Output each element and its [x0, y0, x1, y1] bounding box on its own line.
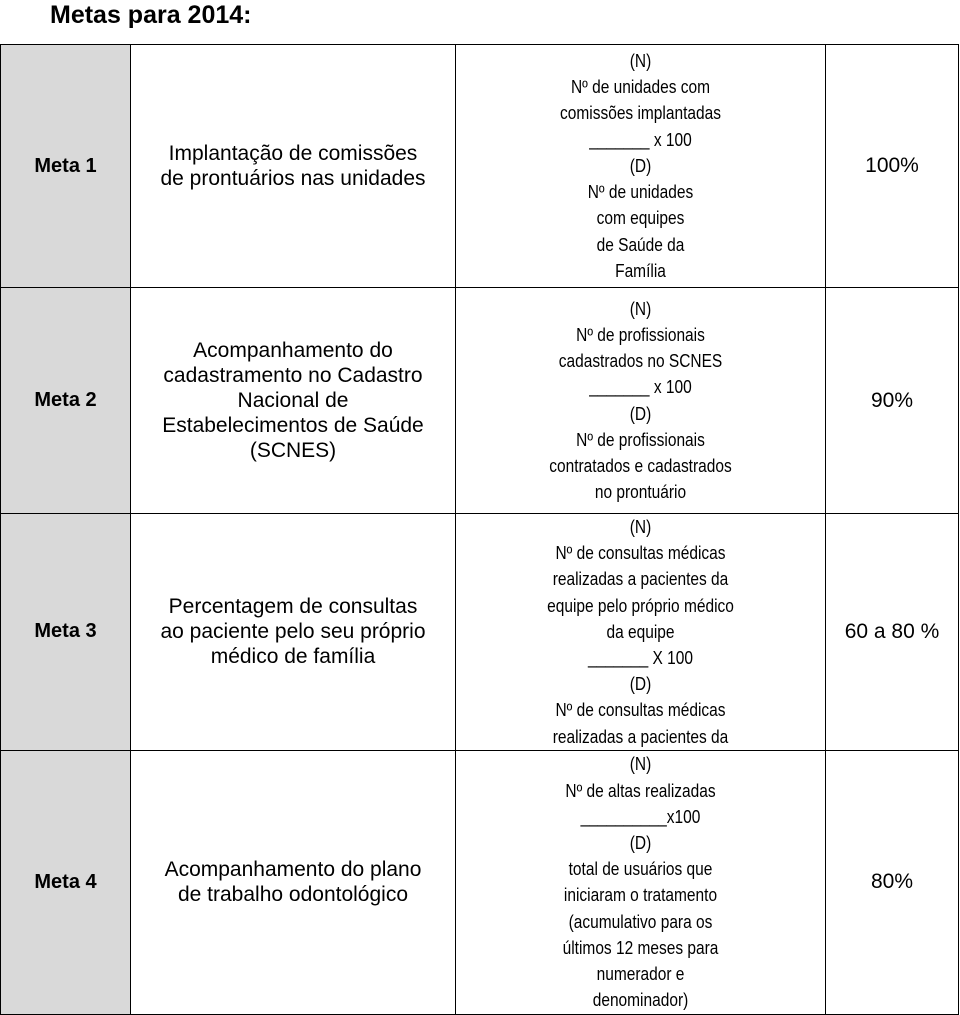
goal-row: [1, 514, 959, 751]
goal-row: [1, 750, 959, 1014]
goal-target-cell: 90%: [826, 288, 959, 514]
goal-formula-line: (N): [629, 51, 652, 72]
goal-formula-line: (N): [629, 517, 652, 537]
goal-description-line: Implantação de comissões: [168, 142, 418, 165]
goal-formula-line: comissões implantadas: [560, 103, 721, 124]
goal-description-line: (SCNES): [249, 439, 337, 462]
goal-description-cell: [131, 288, 456, 514]
goal-formula-line: (D): [629, 832, 652, 853]
goal-formula-line: realizadas a pacientes da: [552, 569, 729, 590]
goal-description-line: Estabelecimentos de Saúde: [162, 414, 424, 437]
goal-description-line: de trabalho odontológico: [177, 883, 408, 907]
goal-formula-line: Nº de altas realizadas: [565, 780, 716, 801]
goal-formula-line: (D): [629, 403, 652, 424]
goal-formula-line: denominador): [592, 990, 689, 1011]
goal-label-cell: Meta 3: [1, 514, 131, 751]
goal-formula-line: _______ x 100: [589, 129, 692, 150]
goal-formula-cell: [456, 750, 826, 1014]
goal-formula-line: _______ X 100: [587, 648, 694, 669]
goal-formula-line: numerador e: [596, 963, 685, 984]
goal-description-line: de prontuários nas unidades: [160, 167, 426, 190]
goal-formula-line: Nº de unidades: [587, 182, 694, 203]
goal-formula-line: últimos 12 meses para: [562, 937, 719, 958]
goal-formula-cell: [456, 45, 826, 288]
goal-target-cell: 100%: [826, 45, 959, 288]
goal-formula-line: realizadas a pacientes da: [552, 726, 729, 747]
goal-description-line: Nacional de: [237, 389, 349, 412]
goal-description-cell: [131, 45, 456, 288]
goal-formula-line: (D): [629, 674, 652, 695]
goal-formula-line: com equipes: [596, 208, 685, 229]
goal-target-cell: 60 a 80 %: [826, 514, 959, 751]
goal-row: [1, 45, 959, 288]
goal-formula-line: _______ x 100: [589, 377, 692, 398]
goal-label-cell: Meta 4: [1, 750, 131, 1014]
goal-description-line: Percentagem de consultas: [168, 595, 418, 619]
goal-formula-line: Nº de consultas médicas: [555, 543, 726, 564]
goal-formula-line: no prontuário: [594, 482, 687, 503]
goals-table-body: [1, 45, 959, 1015]
goal-formula-line: (N): [629, 298, 652, 319]
goals-table: [0, 44, 959, 1015]
goal-formula-line: total de usuários que: [568, 859, 713, 880]
goal-description-line: Acompanhamento do: [193, 339, 393, 362]
goal-description-line: médico de família: [210, 645, 376, 669]
goal-formula-line: Nº de profissionais: [576, 324, 705, 345]
goal-formula-cell: [456, 288, 826, 514]
page-title: Metas para 2014:: [50, 1, 252, 29]
goal-formula-line: (acumulativo para os: [568, 911, 713, 932]
goal-description-line: ao paciente pelo seu próprio: [160, 620, 426, 644]
goal-formula-line: cadastrados no SCNES: [558, 351, 723, 372]
goal-formula-cell: [456, 514, 826, 751]
goal-description-line: cadastramento no Cadastro: [163, 364, 423, 387]
goal-formula-line: iniciaram o tratamento: [563, 885, 718, 906]
goal-formula-line: contratados e cadastrados: [549, 455, 732, 476]
goal-label-cell: Meta 1: [1, 45, 131, 288]
goal-formula-line: Nº de consultas médicas: [555, 700, 726, 721]
goal-formula-line: Nº de unidades com: [570, 77, 711, 98]
goal-formula-line: equipe pelo próprio médico: [547, 595, 734, 616]
goal-formula-line: Nº de profissionais: [576, 429, 705, 450]
goal-formula-line: (N): [629, 754, 652, 775]
goal-description-cell: [131, 750, 456, 1014]
goal-description-line: Acompanhamento do plano: [164, 858, 422, 882]
goal-formula-line: da equipe: [606, 621, 675, 642]
goal-row: [1, 288, 959, 514]
goal-formula-line: Família: [615, 260, 666, 281]
goal-formula-line: (D): [629, 155, 652, 176]
goal-formula-line: de Saúde da: [596, 234, 685, 255]
goal-label-cell: Meta 2: [1, 288, 131, 514]
goal-formula-line: __________x100: [580, 806, 701, 827]
goal-description-cell: [131, 514, 456, 751]
goal-target-cell: 80%: [826, 750, 959, 1014]
